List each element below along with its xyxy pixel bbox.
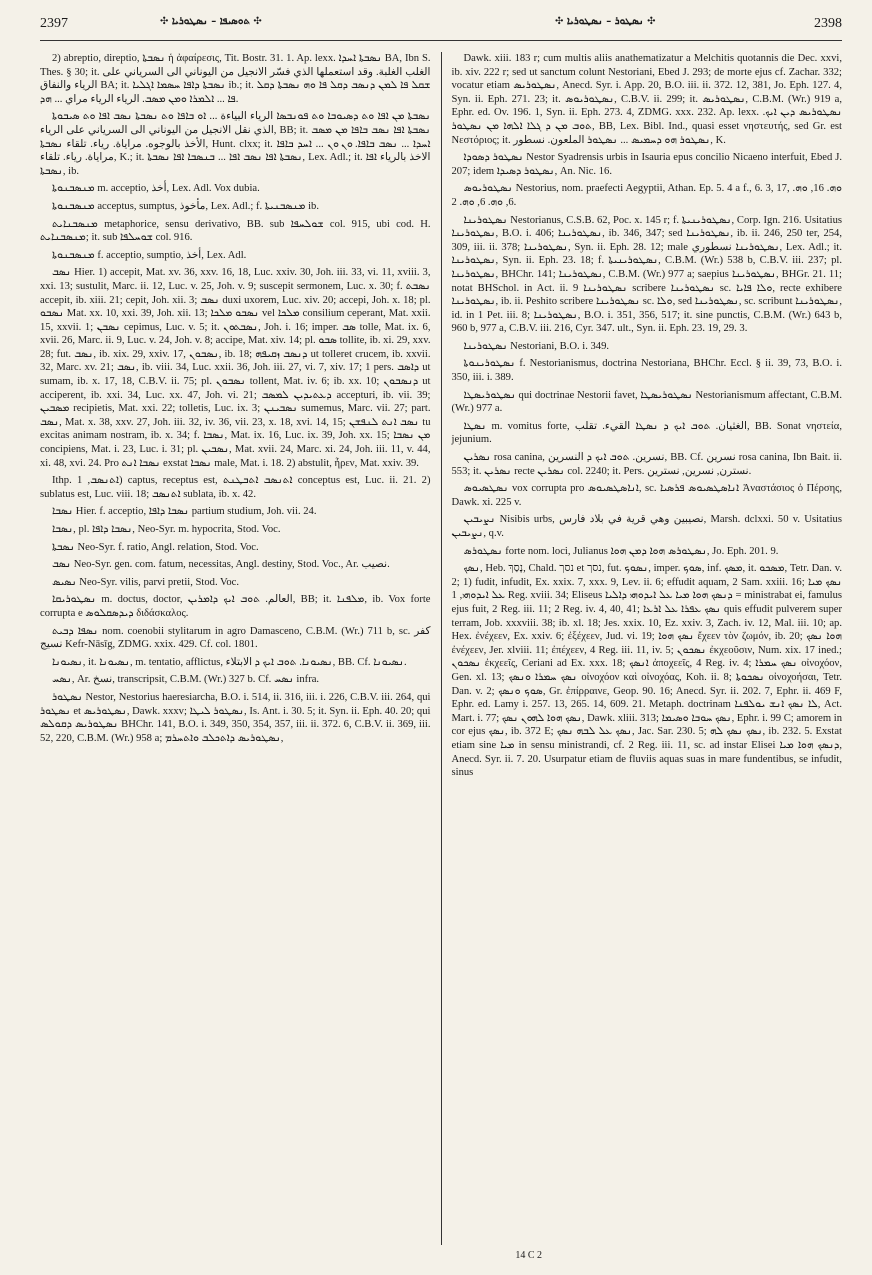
signature-mark: 14 C 2: [515, 1250, 542, 1261]
right-column-entry: ܢܣܛܐ m. vomitus forte, الغثيان. ܬܘܒ ܐܝܟ ܕ ܢܣܛܐ القيء. تقلب, BB. Sonat νηστεία, jejunium.: [451, 420, 842, 446]
left-page-number: 2397: [40, 16, 68, 31]
right-column-entry: Dawk. xiii. 183 r; cum multis aliis anathematizatur a Melchitis quotannis die Dec. xxvi, ib. xiv. 222 r; sed ut sanctum colunt Nestoriani, Ebed J. 293; de morte ejus cf. Zachar. 332; vocatur etiam ܢܣܛܘܪܝܣ, Anecd. Syr. i. App. 20, B.O. iii. ii. 372. 12, 381, Jo. Eph. 127. 4, Syn. ii. Eph. 271. 23; it. ܢܣܛܘܪܝܘܣ, C.B.V. ii. 299; it. ܢܣܛܘܪܝܣ, C.B.M. (Wr.) 919 a, Ephr. ed. Ov. 196. 1, Syn. ii. Eph. 273. 4, ZDMG. xxx. 232. Ap. lexx. ܢܣܛܘܪܝܣ ܕܝܢ ܐܝܟ. ܬܘܒ ܡܢ ܕ ܓܠܐ ܐܠܗܐ ܡܢ ܢܣܛܘܪ, BB, Lex. Bibl. Ind., quasi esset νηστευτής, sed Gr. est Νεστόριος; it. ܢܣܛܘܪ ܗܘ ܕܚܡܝܣ ... ܢܣܛܘܪ الملعون. نسطور, K.: [451, 53, 842, 146]
right-column-entry: ܢܣܛܘܪܝܣܛܐ qui doctrinae Nestorii favet, ܢܣܛܘܪܝܣܛܐ Nestorianismum affectant, C.B.M. (Wr.) 977 a.: [451, 389, 842, 415]
right-column-entry: ܢܣܛܘܪܝܢܘܬܐ f. Nestorianismus, doctrina Nestoriana, BHChr. Eccl. § ii. 39, 73, B.O. i. 350, iii. i. 389.: [451, 358, 842, 384]
left-column-entry: ܢܣܝܘܢܐ, it. ܢܣܝܘܢܐ, m. tentatio, afflictus, ܢܣܝܘܢܐ. ܬܘܒ ܐܝܟ ܕ الابتلاء, BB. Cf. ܢܣܝܘܢܐ.: [52, 656, 407, 668]
right-column-entry: ܢܣܟ, Heb. נָסַךְ, Chald. נסך et נסך, fut. ܢܣܘܟ, imper. ܣܘܟ, inf. ܡܣܟ, it. ܡܣܟܘ, Tetr. Dan. v. 2; 1) fudit, infudit, Ex. xxix. 7, xxx. 9, Lev. ii. 6; effudit aquam, 2 Sam. xxiii. 16; ܢܣܟ ܡܝܐ ܥܠ ܐܝܕܘܗܝ, 1 Reg. xviii. 34; Eliseus ܕܢܣܟ ܗܘܐ ܡܝܐ ܥܠ ܐܝܕܘܗܝ ܕܐܠܝܐ = ministrabat ei, famulus ejus fuit, 2 Reg. iii. 11; 2 Reg. iv. 4, 40, 41; ܢܣܟ ܥܦܪܐ ܥܠ ܐܪܥܐ quis effudit pulverem super terram, Job. xxxviii. 38; ib. xl. 18; Jes. xxix. 10, Ez. xxiv. 3, Zach. iv. 12, Mal. iii. 10; ap. Hex. ἐνέχεεν, Ex. xxiv. 6; ἐξέχεεν, Jud. vi. 19; ܢܣܟ ܗܘܐ ἔχεεν τὸν ζωμόν, ib. 20; ܗܘܐ ܢܣܟ ἐνέχεεν, Jer. xlviii. 11; ἐπέχεεν, 4 Reg. iii. 11, iv. 5; ܢܣܟܘܢ ἐκχεοῦσιν, Num. xix. 17 ined.; ܢܣܟܘܢ ἐκχεεῖς, Ceriani ad Ex. xxx. 18; ܐܢܣܟ ἀποχεεῖς, 4 Reg. iv. 4; ܢܣܟ ܚܡܪܐ οἰνοχόον, Gen. xl. 13; ܢܣܟ ܚܡܪܐ ܘܢܣܟ οἰνοχόον καὶ οἰνοχόας, Koh. ii. 8; ܢܣܟܘܬܐ οἰνοχοήσαι, Tetr. Dan. v. 2; ܣܘܟ ܘܢܣܟ, Gr. ἐπίρραινε, Geop. 90. 16; Anecd. Syr. ii. 202. 7, Ephr. ii. 469 F, Ephr. ed. Lamy i. 257. 13, 265. 14, 609. 21. Metaph. doctrinam ܠܐ ܢܣܟ ܐܢܫ ܝܘܠܦܢܐ, Act. Mart. i. 77; ܢܣܟ ܗܘܐ ܠܗܘܢ ܢܣܟ, Dawk. xliii. 313; ܢܣܟ ܚܘܒܐ ܘܣܝܡܐ, Ephr. i. 99 C; amorem in cor ejus ܢܣܟ, ib. 372 E; ܢܣܟ ܥܠ ܠܒܗ ܢܣܟ, Jac. Sar. 230. 5; ܢܣܟ ܢܣܟ ܠܗ, ib. 232. 5. Exstat etiam sine ܡܝܐ in sensu ministrandi, cf. 2 Reg. iii. 11, sc. ad instar Eliseі ܕܢܣܟ ܗܘܐ ܡܝܐ, Anecd. Syr. ii. 7. 20. Usurpatur etiam de fluviis aquas suas in mare fundentibus, se infudit, sinus: [451, 563, 842, 779]
right-page-number: 2398: [814, 16, 842, 31]
left-column-entry: ܢܣܒܐ Hier. f. acceptio, ܢܣܒܐ ܕܐܦܐ partium studium, Joh. vii. 24.: [52, 506, 317, 518]
right-column-entry: ܢܣܛܘܪܝܢܐ Nestoriani, B.O. i. 349.: [463, 340, 610, 352]
left-column-entry: ܡܢܣܒܢܘܬܐ f. acceptio, sumptio, أخذ, Lex. Adl.: [52, 249, 247, 261]
left-column-entry: 2) abreptio, direptio, ܢܣܒܬܐ ἡ ἀφαίρεσις, Tit. Bostr. 31. 1. Ap. lexx. ܢܣܒܬܐ ܐܚܕܐ BA, Ibn S. Thes. § 30; it. الغلب الغلبة. وقد استعملها الذي فسّر الانجيل من اليوناني الى السرياني على الرياء والنفاق BA; it. ܢܣܒܬܐ ܕܐܦܐ ܚܣܡܐ ܐܓܠܝܐ ib.; it. ܫܩܠ ܦܐ ܠܡܢ ܕܢܣܒ ܕܩܠ ܦܐ ܘܗ ܢܣܒܬܐ ܕܩܠ ܦܐ ... ܐܠܡܪܐ ܘܡܢ ܡܣܒ. الرياء الرياء مراي ... ܗܕ.: [40, 53, 431, 105]
two-column-body: [40, 52, 842, 1245]
left-column: [40, 52, 441, 1245]
right-column-entry: ܢܣܛܘܪܝܢܐ Nestorianus, C.S.B. 62, Poc. x. 145 r; f. ܢܣܛܘܪܝܢܝܬܐ, Corp. Ign. 216. Usitatius ܢܣܛܘܪܝܢܐ, B.O. i. 406; ܢܣܛܘܪܝܢܐ, ib. 346, 347; sed ܢܣܛܘܪܝܢܐ, ib. ii. 246, 250 ter, 254, 309, iii. ii. 378; ܢܣܛܘܪܝܢܐ, Syn. ii. Eph. 28. 12; male ܢܣܛܘܪܝܢܐ نسطوري, Lex. Adl.; it. ܢܣܛܘܪܝܢܐ, Syn. ii. Eph. 23. 18; f. ܢܣܛܘܪܝܢܝܬܐ, C.B.M. (Wr.) 538 b, C.B.V. iii. 237; pl. ܢܣܛܘܪܝܢܐ, BHChr. 141; ܢܣܛܘܪܝܢܐ, C.B.M. (Wr.) 977 a; saepius ܢܣܛܘܪܝܢܐ, BHGr. 21. 11; notat BHSchol. in Act. ii. 9 ܢܣܛܘܪܝܢܐ scribere ܢܣܛܘܪܝܢܐ sc. ܘܠܐ ܦܐܝܐ, recte exhibere ܢܣܛܘܪܝܢܐ, ib. ii. Peshito scribere ܢܣܛܘܪܝܢܐ sc. ܘܠܐ, sed ܢܣܛܘܪܝܢܐ, sc. scribunt ܢܣܛܘܪܝܢܐ, id. in 1 Pet. iii. 8; ܢܣܛܘܪܝܢܐ, B.O. i. 351, 356, 517; it. sine punctis, C.B.M. (Wr.) 643 b, 960 b, 977 a, C.B.V. iii. 216, Cyr. 347. ult., Syn. ii. Eph. 23. 19, 29. 3.: [451, 214, 842, 335]
left-column-entry: ܢܣܚ, Ar. نسخ, transcripsit, C.B.M. (Wr.) 327 b. Cf. ܢܣܚ infra.: [52, 674, 320, 686]
left-column-entry: ܢܣܒܐ, pl. ܢܣܒܐ ܕܐܦܐ, Neo-Syr. m. hypocrita, Stod. Voc.: [52, 524, 281, 535]
left-column-entry: ܢܣܒܬܐ Neo-Syr. f. ratio, Angl. relation, Stod. Voc.: [52, 541, 259, 553]
left-column-entry: ܢܣܒ Hier. 1) accepit, Mat. xv. 36, xxv. 16, 18, Luc. xxiv. 30, Joh. iii. 33, vi. 11, xviii. 3, xxi. 13; sustulit, Marc. ii. 12, Luc. v. 25, Joh. v. 9; suscepit sermonem, Luc. x. 30; f. ܢܣܒܬ accepit, ib. xiii. 21; cepit, Joh. xii. 3; ܢܣܒ duxi uxorem, Luc. xiv. 20; accepi, Joh. x. 18; pl. ܢܣܒܘ Mat. xx. 10, xxi. 39, Joh. xii. 13; ܢܣܒܘ ܡܠܟܐ vel ܡܠܟܐ consilium ceperant, Mat. xxii. 15, xxvii. 1; ܢܣܒܢ cepimus, Luc. v. 5; it. ܢܣܒܬܘܢ, Joh. i. 16; imper. ܣܒ tolle, Mat. ix. 6, xvii. 26, Marc. ii. 9, Luc. v. 24, Joh. v. 8; accipe, Mat. xiv. 14; pl. ܣܒܘ tollite, ib. xi. 29, xxv. 28; fut. ܢܣܒ, ib. xix. 29, xxiv. 17, ܢܣܒܘܢ, ib. 18; ܕܢܣܒ ܙܩܝܦܗ ut tolleret crucem, ib. xxvii. 32, Marc. xv. 21; ܢܣܒ, ib. viii. 34, Luc. xxii. 36, Joh. iii. 27, vi. 7, xiv. 17; 1 pers. ܕܐܣܒ ut sumam, ib. x. 17, 18, C.B.V. ii. 75; pl. ܢܣܒܘܢ tollent, Mat. iv. 6; ib. xx. 10; ܕܢܣܒܘܢ ut acciperent, ib. xxi. 34, Luc. xx. 47, Joh. vi. 21; ܕܥܬܝܕܝܢ ܠܡܣܒ accepturi, ib. vii. 39; ܡܣܒܝܢ recipietis, Mat. xxi. 22; tolletis, Luc. ix. 3; ܢܣܒܝܢܢ sumemus, Marc. vii. 27; part. ܢܣܒ, Mat. x. 38, xxv. 27, Joh. iii. 32, iv. 36, vii. 23, x. 18, xvi. 14, 15; ܢܣܒ ܐܢܬ ܠܢܦܫܢ tu excitas animam nostram, ib. x. 34; f. ܢܣܒܐ, Mat. ix. 16, Luc. ix. 39, Joh. xx. 15; ܡܢ ܢܣܒܐ concipiens, Mat. i. 23, Luc. i. 31; pl. ܢܣܒܝܢ, Mat. xvii. 24, Marc. xi. 24, Joh. iii. 11, v. 44, xi. 48, xvi. 24. Pro ܢܣܒܐ ܐܢܬ exstat ܢܣܒܐ male, Mat. i. 18. 2) abstulit, ἦρεν, Mat. xxiv. 39.: [40, 267, 431, 469]
left-column-entry: ܢܣܒ Neo-Syr. gen. com. fatum, necessitas, Angl. destiny, Stod. Voc., Ar. نصيب.: [52, 559, 390, 571]
left-column-entry: ܢܣܛܘܪܝܩܐ m. doctus, doctor, العالم. ܬܘܒ ܐܝܟ ܕܐܡܪܝܢ, BB; it. ܡܠܦܢܐ, ib. Vox forte corrupta e ܕܝܕܣܩܠܘܣ διδάσκαλος.: [40, 594, 431, 619]
left-column-entry: ܡܢܣܒܢܘܬܐ acceptus, sumptus, مأخوذ, Lex. Adl.; f. ܡܢܣܒܢܝܬܐ ib.: [52, 200, 320, 212]
right-column-entry: ܢܣܛܣܝܘܣ vox corrupta pro ܐܢܐܣܛܣܝܘܣ, sc. ܐܢܐܣܛܣܝܘܣ ܦܪܣܝܐ Ἀναστάσιος ὁ Πέρσης, Dawk. xi. 225 v.: [451, 483, 842, 508]
header-rule: [40, 40, 842, 41]
right-column-entry: ܢܣܛܘܪܝܘܣ Nestorius, nom. praefecti Aegyptii, Athan. Ep. 5. 4 a f., 6. 3, 17, ܘܗ. 16, ܘܗ. 6, ܘܗ. 6, ܘܗ. 2.: [451, 183, 842, 208]
right-column-entry: ܢܣܛܘܪ ܕܣܘܕܐ Nestor Syadrensis urbis in Isauria epus concilio Nicaeno interfuit, Ebed J. 207; idem ܢܣܛܘܪ ܕܣܝܕܐ, An. Nic. 16.: [451, 152, 842, 177]
left-column-entry: ܢܣܛܘܪ Nestor, Nestorius haeresiarcha, B.O. i. 514, ii. 316, iii. i. 226, C.B.V. iii. 264, qui ܢܣܛܘܪ et ܢܣܛܘܪܝܣ, Dawk. xxxv; ܢܣܛܘܪ ܠܝܛܐ, Is. Ant. i. 30. 5; it. Syn. ii. Eph. 40. 20; qui ܢܣܛܘܪܝܣ ܕܩܘܠܣ BHChr. 141, B.O. i. 349, 350, 354, 357, iii. ii. 372. 6, C.B.V. ii. 369, iii. 52, 220, C.B.M. (Wr.) 958 a; ܢܣܛܘܪܝܣ ܕܐܬܟܠܒ ܘܐܬܚܪܡ,: [40, 691, 431, 744]
left-column-entry: ܢܣܒܬܐ ܡܢ ܐܦܐ ܘܬ ܕܣܝܘܒܐ ܘܬ ܦܘܢܒܣܐ الرياء البياءة ... ܐܘ ܒܐܦܐ ܘܬ ܢܣܒܬܐ ܢܣܒ ܐܦܐ ܘܬ ܣܝܒܘܬܐ الذي نقل الانجيل من اليوناني الى السرياني على الرياء, BB; it. ܢܣܒܬܐ ܐܦܐ ܢܣܒ ܒܐܦܐ ܡܢ ܡܣܒ الأخذ بالوجوه. مراياة. رياء. تلقاء ܢܣܒܬܐ, Hunt. clxx; it. ܐܚܕܐ ... ܢܣܒ ܒܐܦܐ. ܘܢ ܘܢ ... ܐܚܕ ܒܐܦܐ مراياة. رياء. تلقاء, K.; it. ܢܣܒܬܐ ܐܦܐ ܢܣܒ ܐܦܐ ... ܒܢܣܒܐ ܐܦܐ ܢܣܒܬܐ, Lex. Adl.; it. الاخذ بالرياء ܐܦܐ ܢܣܒܬܐ, ib.: [40, 111, 431, 177]
right-column-entry: ܢܣܛܘܪܣ forte nom. loci, Julianus ܢܣܛܘܪܣ ܗܘܐ ܕܡܢ ܗܘܐ, Jo. Eph. 201. 9.: [463, 545, 779, 557]
right-column-entry: ܢܨܝܒܝܢ Nisibis urbs, نصيبين وهي قرية في بلاد فارس, Marsh. dclxxi. 50 v. Usitatius ܢܨܝܒܝܢ, q.v.: [451, 514, 842, 539]
page-header: [40, 10, 842, 36]
left-column-entry: ܢܣܦܐ ܕܒܝܬ nom. coenobii stylitarum in agro Damasceno, C.B.M. (Wr.) 711 b, sc. كفر نسيج Kefr-Nāsīg, ZDMG. xxix. 429. Cf. col. 1801.: [40, 625, 431, 651]
right-column-entry: ܢܣܪܝܢ rosa canina, نسرين. ܬܘܒ ܐܝܟ ܕ النسرين, BB. Cf. نسرين rosa canina, Ibn Bait. ii. 553; it. ܢܣܪܝܢ recte ܢܣܪܝܢ col. 2240; it. Pers. نسترن, نسرين, نسترين.: [451, 452, 842, 477]
left-column-entry: ܡܢܣܒܢܘܬܐ m. acceptio, أخذ, Lex. Adl. Vox dubia.: [52, 183, 260, 195]
right-running-head: ✣ ܢܣܛܘܪ – ܢܣܛܘܪܝܐ ✣: [555, 16, 656, 27]
right-column: [441, 52, 843, 1245]
left-column-entry: ܡܢܣܒܢܐܝܬ metaphorice, sensu derivativo, BB. sub ܫܘܠܚܦܐ col. 915, ubi cod. H. ܡܢܣܒܢܐܝܬ; it. sub ܫܘܚܠܦܐ col. 916.: [40, 218, 431, 244]
left-column-entry: ܢܣܝܣ Neo-Syr. vilis, parvi pretii, Stod. Voc.: [52, 576, 239, 588]
left-column-entry: Ithp. ܐܬܢܣܒ, 1) captus, receptus est, ܐܬܢܣܒ ܐܬܒܛܢܬ conceptus est, Luc. ii. 21. 2) sublatus est, Luc. viii. 18; ܐܬܢܣܒ sublata, ib. x. 42.: [40, 475, 431, 500]
left-running-head: ✣ ܬܘܣܝܦܐ – ܢܣܛܘܪܝܐ ✣: [160, 16, 262, 27]
